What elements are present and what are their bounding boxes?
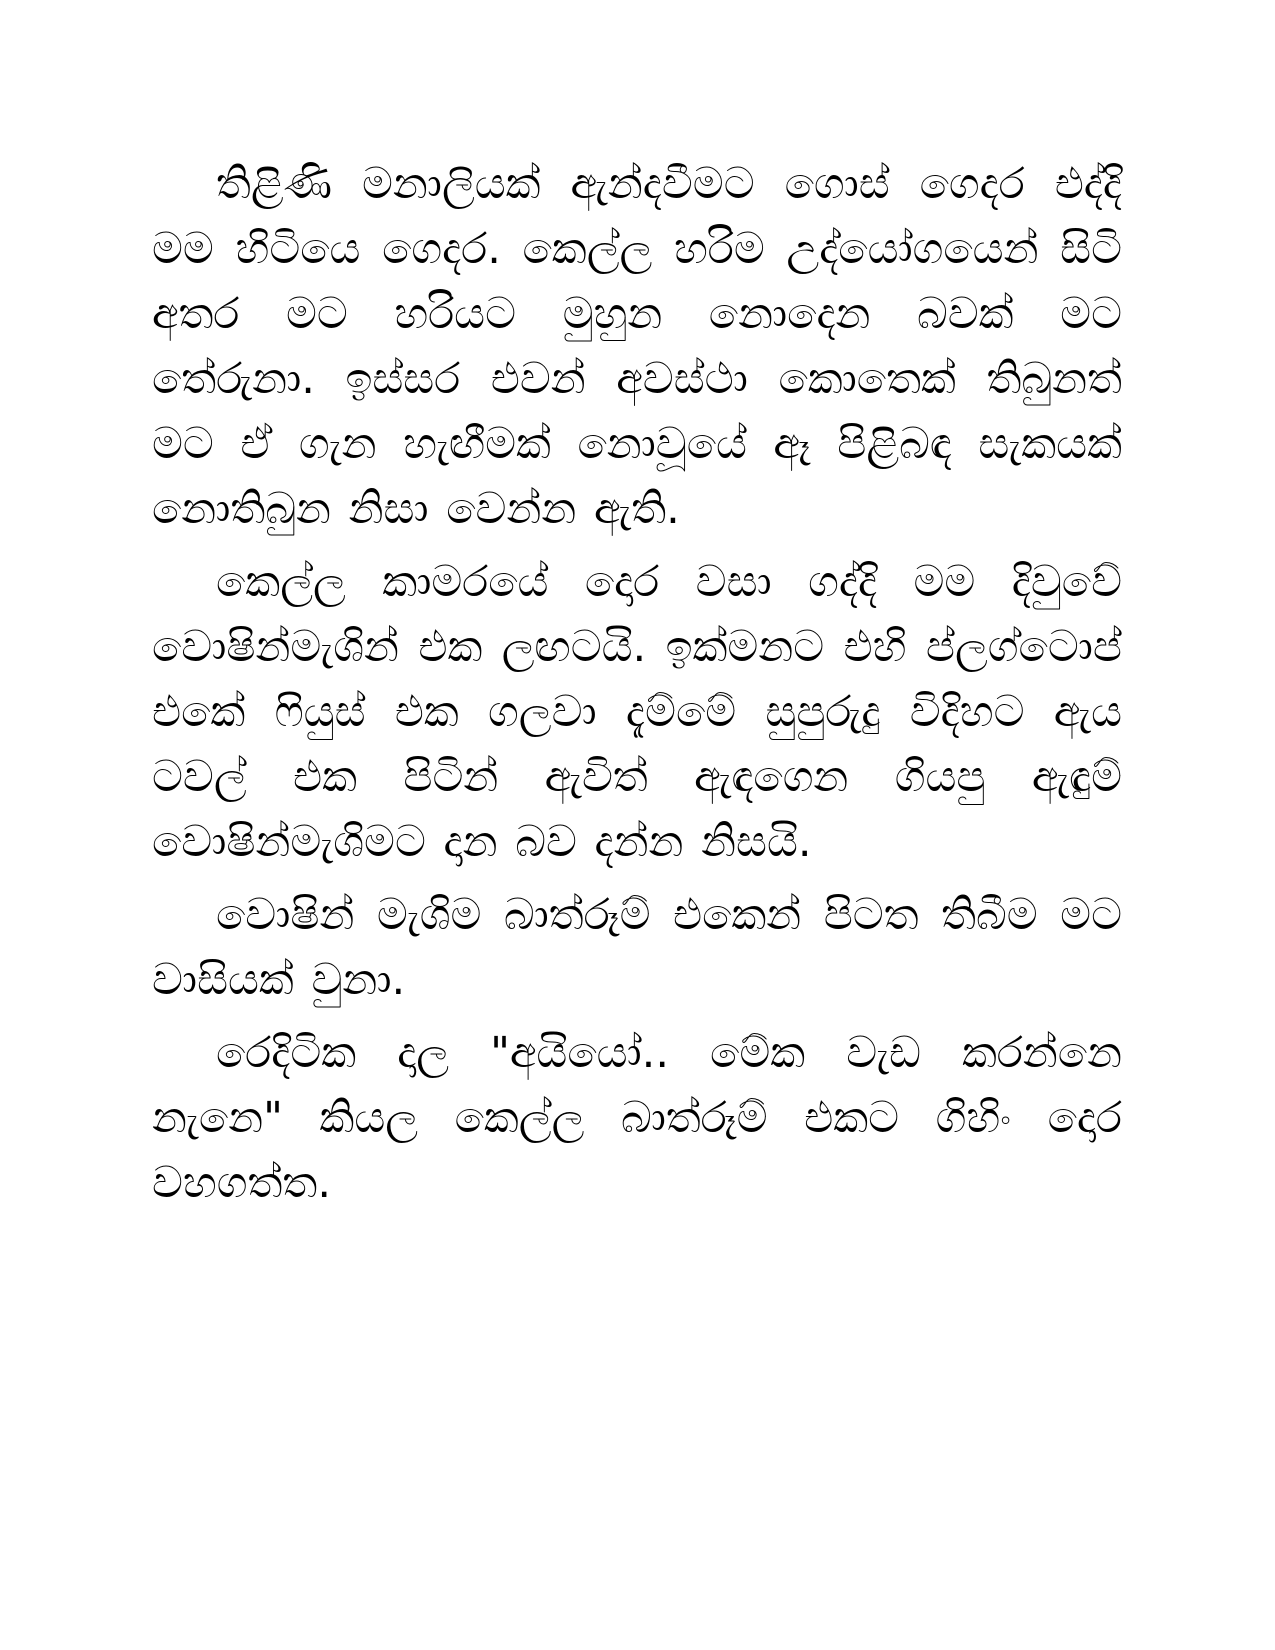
paragraph-1: තිළිණි මනාලියක් ඇන්දවීමට ගොස් ගෙදර එද්දි මම හිටියෙ ගෙදර. කෙල්ල හරිම උද්යෝගයෙන් සිටි අතර මට හරියට මුහුන නොදෙන බවක් මට තේරුනා. ඉස්සර එවන් අවස්ථා කොතෙක් තිබුනත් මට ඒ ගැන හැඟීමක් නොවූයේ ඈ පිළිබඳ සැකයක් නොතිබුන නිසා වෙන්න ඇති. [152, 159, 1122, 534]
paragraph-3: වොෂින් මැශිම බාත්රූම් එකෙන් පිටත තිබීම මට වාසියක් වුනා. [152, 890, 1122, 1005]
paragraph-2: කෙල්ල කාමරයේ දොර වසා ගද්දි මම දිවුවේ වොෂින්මැශින් එක ලඟටයි. ඉක්මනට එහි ප්ලග්ටොප් එකේ ෆියුස් එක ගලවා දැම්මේ සුපුරුදු විදිහට ඇය ටවල් එක පිටින් ඇවිත් ඇඳගෙන ගියපු ඇඳුම් වොෂින්මැශිමට දාන බව දන්න නිසයි. [152, 557, 1122, 867]
paragraph-4: රෙදිටික දාල "අයියෝ.. මේක වැඩ කරන්නෙ නැනෙ" කියල කෙල්ල බාත්රූම් එකට ගිහිං දොර වහගත්ත. [152, 1028, 1122, 1208]
story-text [152, 152, 1122, 1224]
